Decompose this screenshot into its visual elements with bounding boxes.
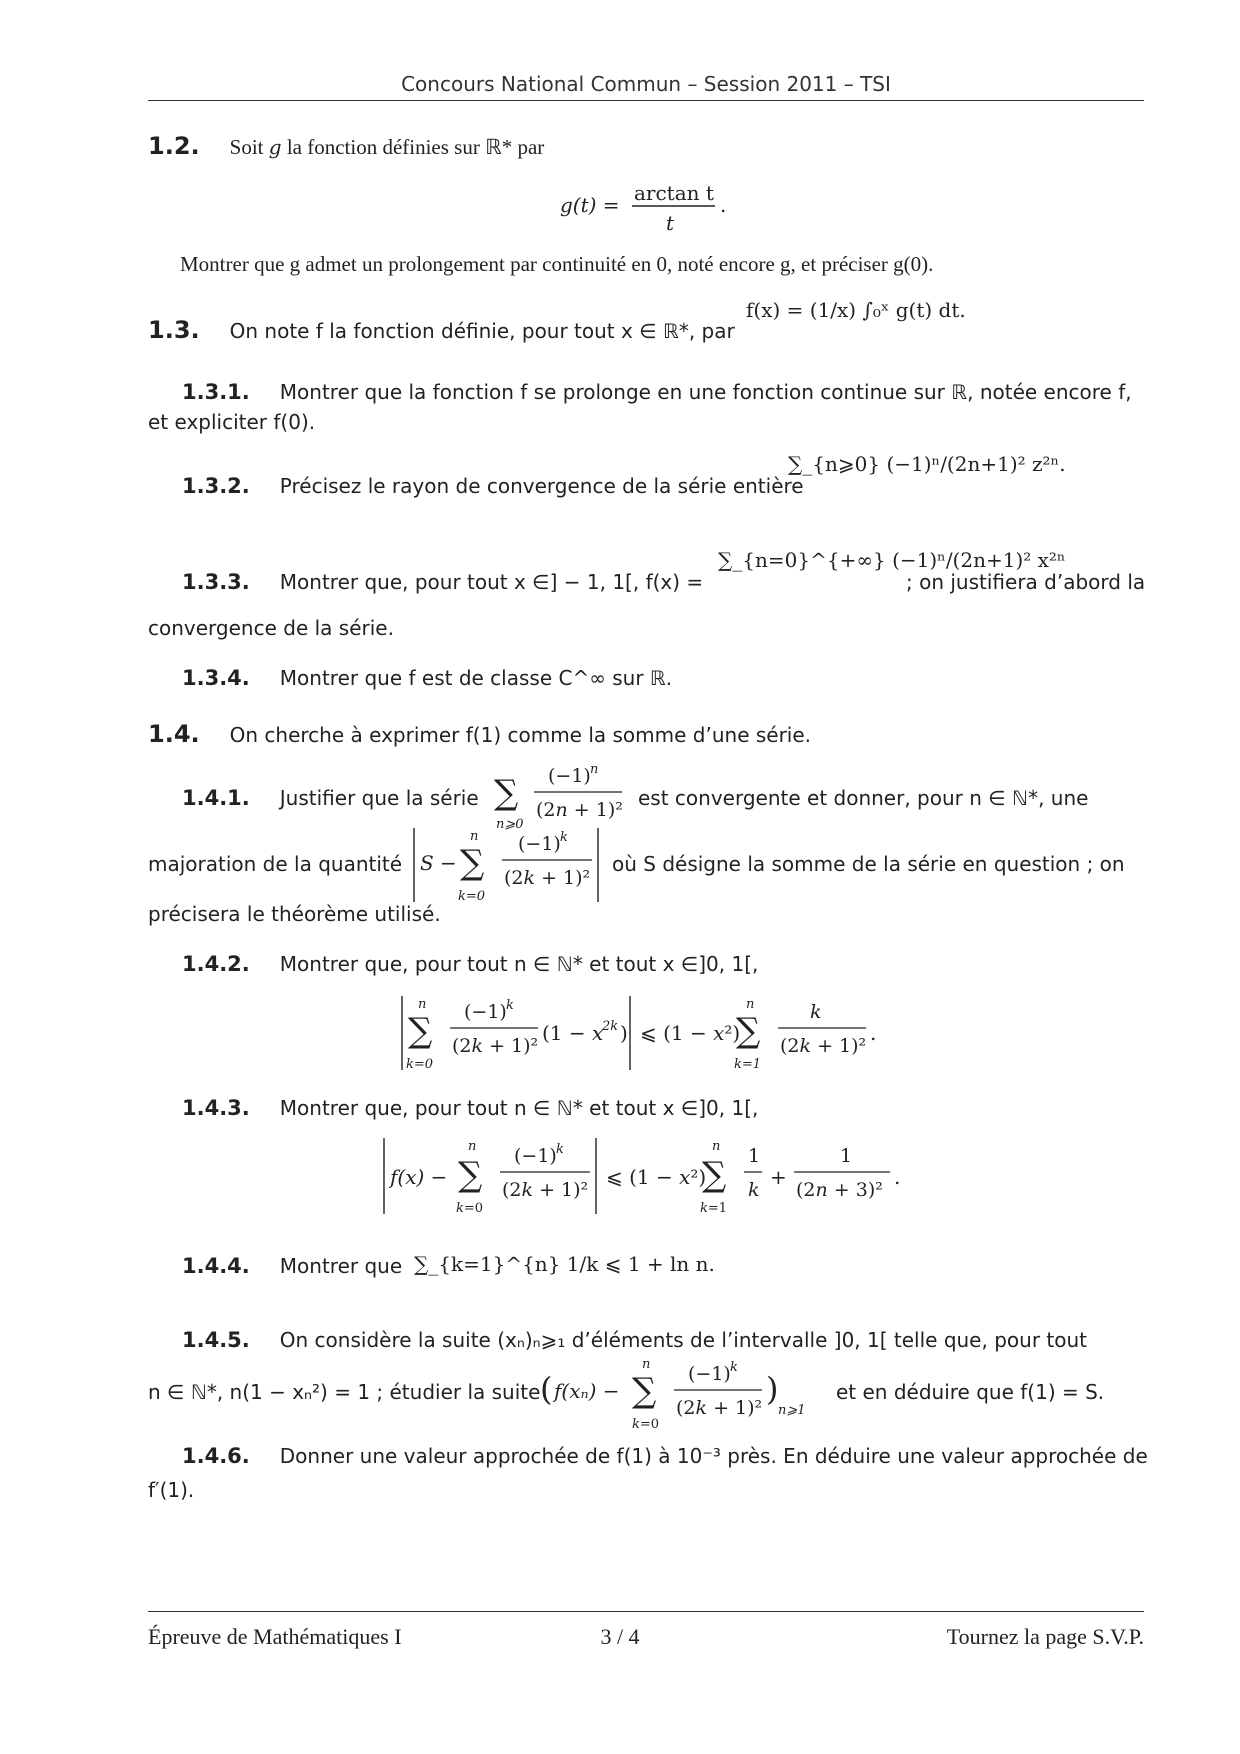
question-text-a: Soit <box>229 135 269 159</box>
question-number: 1.3.3. <box>182 570 250 594</box>
question-text: Montrer que <box>279 1254 403 1278</box>
question-line-1: Montrer que la fonction f se prolonge en une fonction continue sur ℝ, notée encore f, <box>279 380 1132 404</box>
question-1-3-4 <box>182 664 672 692</box>
formula-remainder <box>410 828 610 909</box>
svg-text:(−1): (−1) <box>688 1363 731 1385</box>
question-1-4 <box>148 720 811 749</box>
question-1-4-4 <box>182 1252 402 1280</box>
question-1-3-1-line-2: et expliciter f(0). <box>148 410 316 434</box>
question-1-4-5 <box>182 1326 1087 1354</box>
question-number: 1.3.1. <box>182 380 250 404</box>
question-text-b: la fonction définies sur ℝ* par <box>281 135 545 159</box>
svg-text:⩽ (1 − x²): ⩽ (1 − x²) <box>640 1021 741 1045</box>
header-rule <box>148 100 1144 101</box>
svg-text:∑: ∑ <box>408 1011 433 1051</box>
svg-text:∑: ∑ <box>736 1011 761 1051</box>
svg-text:n: n <box>642 1357 651 1372</box>
svg-text:n⩾0: n⩾0 <box>496 817 524 832</box>
formula-power-series: ∑_{n⩾0} (−1)ⁿ/(2n+1)² z²ⁿ. <box>788 452 1066 476</box>
question-text: Montrer que, pour tout n ∈ ℕ* et tout x ∈]0, 1[, <box>279 952 759 976</box>
svg-text:(: ( <box>540 1370 553 1408</box>
question-number: 1.4.6. <box>182 1444 250 1468</box>
formula-lhs: g(t) = <box>560 193 620 217</box>
svg-text:(−1): (−1) <box>548 765 591 787</box>
question-line-1: On considère la suite (xₙ)ₙ⩾₁ d’éléments de l’intervalle ]0, 1[ telle que, pour tout <box>279 1328 1087 1352</box>
question-number: 1.3. <box>148 316 200 344</box>
svg-text:1: 1 <box>840 1145 853 1167</box>
question-1-4-1-line-3: précisera le théorème utilisé. <box>148 902 441 926</box>
svg-text:n: n <box>746 997 755 1012</box>
question-1-4-1 <box>182 784 479 812</box>
page-header: Concours National Commun – Session 2011 – TSI <box>401 72 891 96</box>
svg-text:k: k <box>556 1142 564 1157</box>
formula-harmonic-bound: ∑_{k=1}^{n} 1/k ⩽ 1 + ln n. <box>414 1252 715 1276</box>
svg-text:.: . <box>894 1165 901 1189</box>
svg-text:n: n <box>712 1139 721 1154</box>
question-1-4-1-text-c: majoration de la quantité <box>148 852 403 876</box>
svg-text:k: k <box>560 830 568 845</box>
question-number: 1.4.2. <box>182 952 250 976</box>
question-1-4-5-text-a: n ∈ ℕ*, n(1 − xₙ²) = 1 ; étudier la suite <box>148 1380 541 1404</box>
svg-text:k: k <box>748 1179 760 1201</box>
svg-text:n: n <box>468 1139 477 1154</box>
question-1-3-3-text-b: ; on justifiera d’abord la <box>906 570 1146 594</box>
question-number: 1.4.5. <box>182 1328 250 1352</box>
svg-text:(−1): (−1) <box>464 1001 507 1023</box>
footer-page-number: 3 / 4 <box>600 1624 640 1649</box>
formula-g-definition <box>560 176 730 241</box>
svg-text:(−1): (−1) <box>518 833 561 855</box>
formula-inequality-1-4-3 <box>380 1136 920 1223</box>
footer-turn-page: Tournez la page S.V.P. <box>946 1624 1144 1649</box>
svg-text:S −: S − <box>420 851 457 875</box>
question-1-4-1-text-d: où S désigne la somme de la série en question ; on <box>612 852 1125 876</box>
question-1-3-3 <box>182 568 703 596</box>
svg-text:∑: ∑ <box>458 1155 483 1195</box>
formula-denominator: t <box>666 211 675 235</box>
svg-text:n: n <box>590 762 599 777</box>
question-line-1: Donner une valeur approchée de f(1) à 10⁻³ près. En déduire une valeur approchée de <box>279 1444 1148 1468</box>
svg-text:(2k + 1)²: (2k + 1)² <box>676 1397 763 1419</box>
question-text: Montrer que, pour tout n ∈ ℕ* et tout x ∈]0, 1[, <box>279 1096 759 1120</box>
svg-text:1: 1 <box>748 1145 761 1167</box>
svg-text:.: . <box>720 193 727 217</box>
svg-text:f(xₙ) −: f(xₙ) − <box>554 1379 620 1403</box>
question-1-2-follow: Montrer que g admet un prolongement par continuité en 0, noté encore g, et préciser g(0). <box>180 252 934 276</box>
svg-text:n⩾1: n⩾1 <box>778 1403 806 1418</box>
question-1-2 <box>148 132 544 161</box>
question-number: 1.4. <box>148 720 200 748</box>
svg-text:f(x) −: f(x) − <box>390 1165 448 1189</box>
question-text-a: Justifier que la série <box>279 786 479 810</box>
svg-text:(1 − x: (1 − x <box>542 1021 604 1045</box>
footer-rule <box>148 1611 1144 1612</box>
svg-text:∑: ∑ <box>702 1155 727 1195</box>
svg-text:∑: ∑ <box>494 773 519 813</box>
question-text-a: Montrer que, pour tout x ∈] − 1, 1[, f(x) = <box>279 570 704 594</box>
formula-f-series: ∑_{n=0}^{+∞} (−1)ⁿ/(2n+1)² x²ⁿ <box>718 548 1066 572</box>
svg-text:(−1): (−1) <box>514 1145 557 1167</box>
svg-text:(2n + 1)²: (2n + 1)² <box>536 799 623 821</box>
question-text: Précisez le rayon de convergence de la série entière <box>279 474 804 498</box>
svg-text:k: k <box>506 998 514 1013</box>
question-1-3 <box>148 316 735 345</box>
svg-text:): ) <box>766 1370 779 1408</box>
formula-numerator: arctan t <box>634 181 714 205</box>
formula-f-definition: f(x) = (1/x) ∫₀ˣ g(t) dt. <box>746 298 966 322</box>
question-number: 1.3.2. <box>182 474 250 498</box>
question-1-4-6 <box>182 1442 1148 1470</box>
question-text: Montrer que f est de classe C^∞ sur ℝ. <box>279 666 673 690</box>
question-1-3-1 <box>182 378 1132 406</box>
question-1-4-5-text-b: et en déduire que f(1) = S. <box>836 1380 1105 1404</box>
question-1-4-2 <box>182 950 758 978</box>
svg-text:⩽ (1 − x²): ⩽ (1 − x²) <box>606 1165 707 1189</box>
svg-text:k=0: k=0 <box>632 1417 660 1432</box>
question-number: 1.3.4. <box>182 666 250 690</box>
question-var: g <box>268 135 282 159</box>
footer-exam-name: Épreuve de Mathématiques I <box>148 1624 402 1649</box>
svg-text:∑: ∑ <box>460 843 485 883</box>
question-1-4-3 <box>182 1094 758 1122</box>
question-number: 1.4.3. <box>182 1096 250 1120</box>
question-1-3-3-line-2: convergence de la série. <box>148 616 394 640</box>
formula-sequence <box>540 1354 830 1439</box>
svg-text:k=0: k=0 <box>456 1201 484 1216</box>
question-number: 1.2. <box>148 132 200 160</box>
svg-text:.: . <box>870 1021 877 1045</box>
svg-text:k=1: k=1 <box>700 1201 728 1216</box>
formula-inequality-1-4-2 <box>398 994 898 1079</box>
svg-text:2k: 2k <box>602 1019 619 1034</box>
question-number: 1.4.4. <box>182 1254 250 1278</box>
svg-text:∑: ∑ <box>632 1371 657 1411</box>
svg-text:k=0: k=0 <box>406 1057 434 1072</box>
question-1-4-6-line-2: f′(1). <box>148 1478 195 1502</box>
question-text: On cherche à exprimer f(1) comme la somme d’une série. <box>229 723 812 747</box>
svg-text:n: n <box>418 997 427 1012</box>
svg-text:k=1: k=1 <box>734 1057 762 1072</box>
svg-text:(2k + 1)²: (2k + 1)² <box>452 1035 539 1057</box>
question-text: On note f la fonction définie, pour tout x ∈ ℝ*, par <box>229 319 735 343</box>
svg-text:(2k + 1)²: (2k + 1)² <box>780 1035 867 1057</box>
svg-text:+: + <box>770 1165 787 1189</box>
svg-text:(2n + 3)²: (2n + 3)² <box>796 1179 883 1201</box>
svg-text:(2k + 1)²: (2k + 1)² <box>504 867 591 889</box>
question-number: 1.4.1. <box>182 786 250 810</box>
question-1-4-1-text-b: est convergente et donner, pour n ∈ ℕ*, une <box>638 786 1089 810</box>
svg-text:k=0: k=0 <box>458 889 486 904</box>
svg-text:(2k + 1)²: (2k + 1)² <box>502 1179 589 1201</box>
formula-alt-series <box>494 762 644 837</box>
svg-text:k: k <box>810 1001 822 1023</box>
svg-text:n: n <box>470 829 479 844</box>
question-1-3-2 <box>182 472 804 500</box>
svg-text:k: k <box>730 1360 738 1375</box>
svg-text:): ) <box>620 1021 628 1045</box>
